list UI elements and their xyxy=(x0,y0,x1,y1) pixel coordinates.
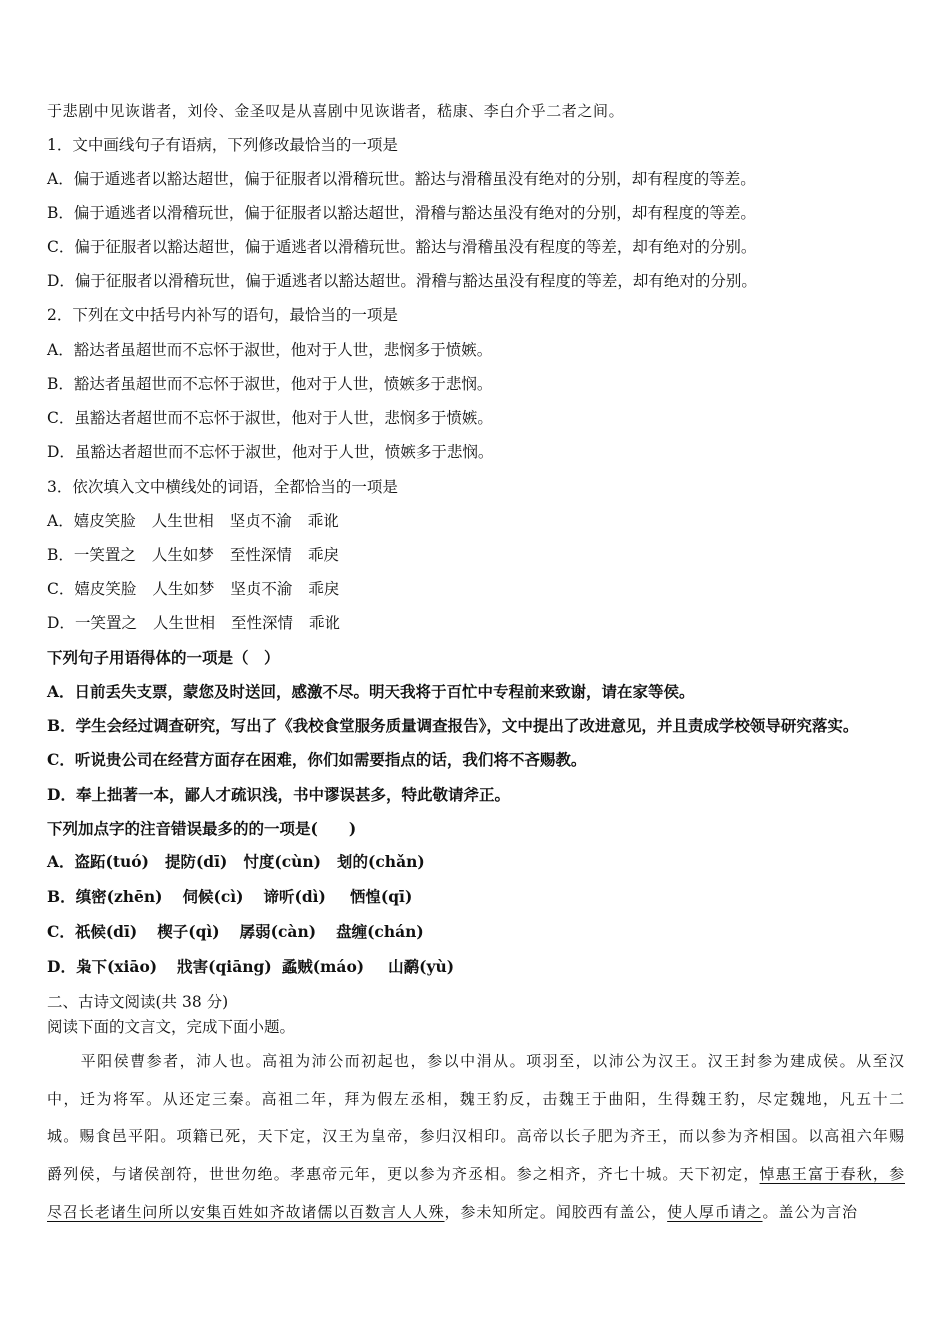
q3-a-word1: 嬉皮笑脸 xyxy=(73,512,136,530)
q3-d-word1: 一笑置之 xyxy=(74,614,137,632)
q3-c-letter: C． xyxy=(47,580,75,598)
q4-stem: 下列句子用语得体的一项是（ ） xyxy=(47,648,280,667)
q3-b-word2: 人生如梦 xyxy=(151,546,214,564)
q4-option-d: D．奉上拙著一本，鄙人才疏识浅，书中谬误甚多，特此敬请斧正。 xyxy=(47,785,510,804)
section-title: 二、古诗文阅读(共 38 分) xyxy=(47,993,229,1011)
q3-c-word4: 乖戾 xyxy=(308,580,340,598)
q2-option-a: A．豁达者虽超世而不忘怀于淑世，他对于人世，悲悯多于愤嫉。 xyxy=(47,341,493,359)
q1-option-c: C．偏于征服者以豁达超世，偏于遁逃者以滑稽玩世。豁达与滑稽虽没有程度的等差，却有绝对的分别。 xyxy=(47,238,757,256)
q2-stem: 2．下列在文中括号内补写的语句，最恰当的一项是 xyxy=(47,306,398,324)
q4-option-a: A．日前丢失支票，蒙您及时送回，感激不尽。明天我将于百忙中专程前来致谢，请在家等侯。 xyxy=(47,682,695,701)
q5-stem: 下列加点字的注音错误最多的的一项是( ) xyxy=(47,819,357,838)
q3-b-word1: 一笑置之 xyxy=(73,546,136,564)
passage-underline-2: 使人厚币请之 xyxy=(667,1202,763,1221)
q1-option-a: A．偏于遁逃者以豁达超世，偏于征服者以滑稽玩世。豁达与滑稽虽没有绝对的分别，却有程度的等差。 xyxy=(47,170,756,188)
q1-option-d: D．偏于征服者以滑稽玩世，偏于遁逃者以豁达超世。滑稽与豁达虽没有程度的等差，却有绝对的分别。 xyxy=(47,272,757,290)
intro-line: 于悲剧中见诙谐者，刘伶、金圣叹是从喜剧中见诙谐者，嵇康、李白介乎二者之间。 xyxy=(47,102,625,120)
q5-option-d xyxy=(47,957,454,977)
q3-a-word4: 乖讹 xyxy=(307,512,339,530)
q5-option-a xyxy=(47,852,425,872)
q3-d-word3: 至性深情 xyxy=(230,614,293,632)
q3-c-word3: 坚贞不渝 xyxy=(230,580,293,598)
q3-b-word4: 乖戾 xyxy=(307,546,339,564)
q3-c-word2: 人生如梦 xyxy=(152,580,215,598)
q3-option-b xyxy=(47,545,339,565)
q5-c-item3: 孱弱(càn) xyxy=(239,922,317,941)
q3-b-letter: B． xyxy=(47,546,74,564)
q5-c-item2: 楔子(qì) xyxy=(157,922,220,941)
q5-d-item2: 戕害(qiāng) xyxy=(177,957,272,976)
passage-part2: ，参未知所定。闻胶西有盖公， xyxy=(444,1202,668,1221)
q5-b-item1: 缜密(zhēn) xyxy=(75,887,163,906)
q5-a-item4: 刬的(chǎn) xyxy=(337,852,425,871)
q3-stem: 3．依次填入文中横线处的词语，全都恰当的一项是 xyxy=(47,478,398,496)
q5-d-item3: 蟊贼(máo) xyxy=(281,957,365,976)
passage-part1: 平阳侯曹参者，沛人也。高祖为沛公而初起也，参以中涓从。项羽至，以沛公为汉王。汉王封参为建成侯。从至汉中，迁为将军。从还定三秦。高祖二年，拜为假左丞相，魏王豹反，击魏王于曲阳，生得魏王豹，尽定魏地，凡五十二城。赐食邑平阳。项籍已死，天下定，汉王为皇帝，参归汉相印。高帝以长子肥为齐王，而以参为齐相国。以高祖六年赐爵列侯，与诸侯剖符，世世勿绝。孝惠帝元年，更以参为齐丞相。参之相齐，齐七十城。天下初定， xyxy=(47,1052,905,1184)
section-instruction: 阅读下面的文言文，完成下面小题。 xyxy=(47,1018,296,1036)
q5-c-letter: C． xyxy=(47,922,75,941)
q4-option-c: C．听说贵公司在经营方面存在困难，你们如需要指点的话，我们将不吝赐教。 xyxy=(47,750,587,769)
q5-a-item2: 提防(dī) xyxy=(164,852,228,871)
q5-c-item4: 盘缠(chán) xyxy=(336,922,424,941)
q3-d-word2: 人生世相 xyxy=(152,614,215,632)
q5-d-letter: D． xyxy=(47,957,76,976)
q5-option-b xyxy=(47,887,412,907)
q5-a-item1: 盗跖(tuó) xyxy=(74,852,149,871)
classical-passage xyxy=(47,1043,905,1232)
q3-c-word1: 嬉皮笑脸 xyxy=(74,580,137,598)
q3-b-word3: 至性深情 xyxy=(229,546,292,564)
q3-option-d xyxy=(47,613,340,633)
q1-option-b: B．偏于遁逃者以滑稽玩世，偏于征服者以豁达超世，滑稽与豁达虽没有绝对的分别，却有程度的等差。 xyxy=(47,204,756,222)
q2-option-d: D．虽豁达者超世而不忘怀于淑世，他对于人世，愤嫉多于悲悯。 xyxy=(47,443,494,461)
q5-a-item3: 忖度(cùn) xyxy=(243,852,322,871)
q3-a-word3: 坚贞不渝 xyxy=(229,512,292,530)
q1-stem: 1．文中画线句子有语病，下列修改最恰当的一项是 xyxy=(47,136,398,154)
q5-b-letter: B． xyxy=(47,887,76,906)
q2-option-c: C．虽豁达者超世而不忘怀于淑世，他对于人世，悲悯多于愤嫉。 xyxy=(47,409,493,427)
q5-option-c xyxy=(47,922,424,942)
q5-b-item4: 恓惶(qī) xyxy=(349,887,413,906)
q3-option-a xyxy=(47,511,339,531)
q3-d-word4: 乖讹 xyxy=(308,614,340,632)
q5-c-item1: 祇候(dī) xyxy=(74,922,138,941)
q3-d-letter: D． xyxy=(47,614,75,632)
q5-d-item1: 枭下(xiāo) xyxy=(75,957,158,976)
passage-part3: 。盖公为言治 xyxy=(762,1202,858,1221)
q5-b-item2: 伺候(cì) xyxy=(182,887,244,906)
q3-a-word2: 人生世相 xyxy=(151,512,214,530)
q5-d-item4: 山鹬(yù) xyxy=(388,957,455,976)
q5-a-letter: A． xyxy=(47,852,75,871)
q2-option-b: B．豁达者虽超世而不忘怀于淑世，他对于人世，愤嫉多于悲悯。 xyxy=(47,375,493,393)
q3-option-c xyxy=(47,579,339,599)
q4-option-b: B．学生会经过调查研究，写出了《我校食堂服务质量调查报告》，文中提出了改进意见，并且责成学校领导研究落实。 xyxy=(47,716,859,735)
passage-underline-1: 悼惠王富于春秋，参尽召长老诸生问所以安集百姓如齐故诸儒以百数言人人殊 xyxy=(47,1165,905,1221)
q3-a-letter: A． xyxy=(47,512,74,530)
q5-b-item3: 谛听(dì) xyxy=(263,887,326,906)
